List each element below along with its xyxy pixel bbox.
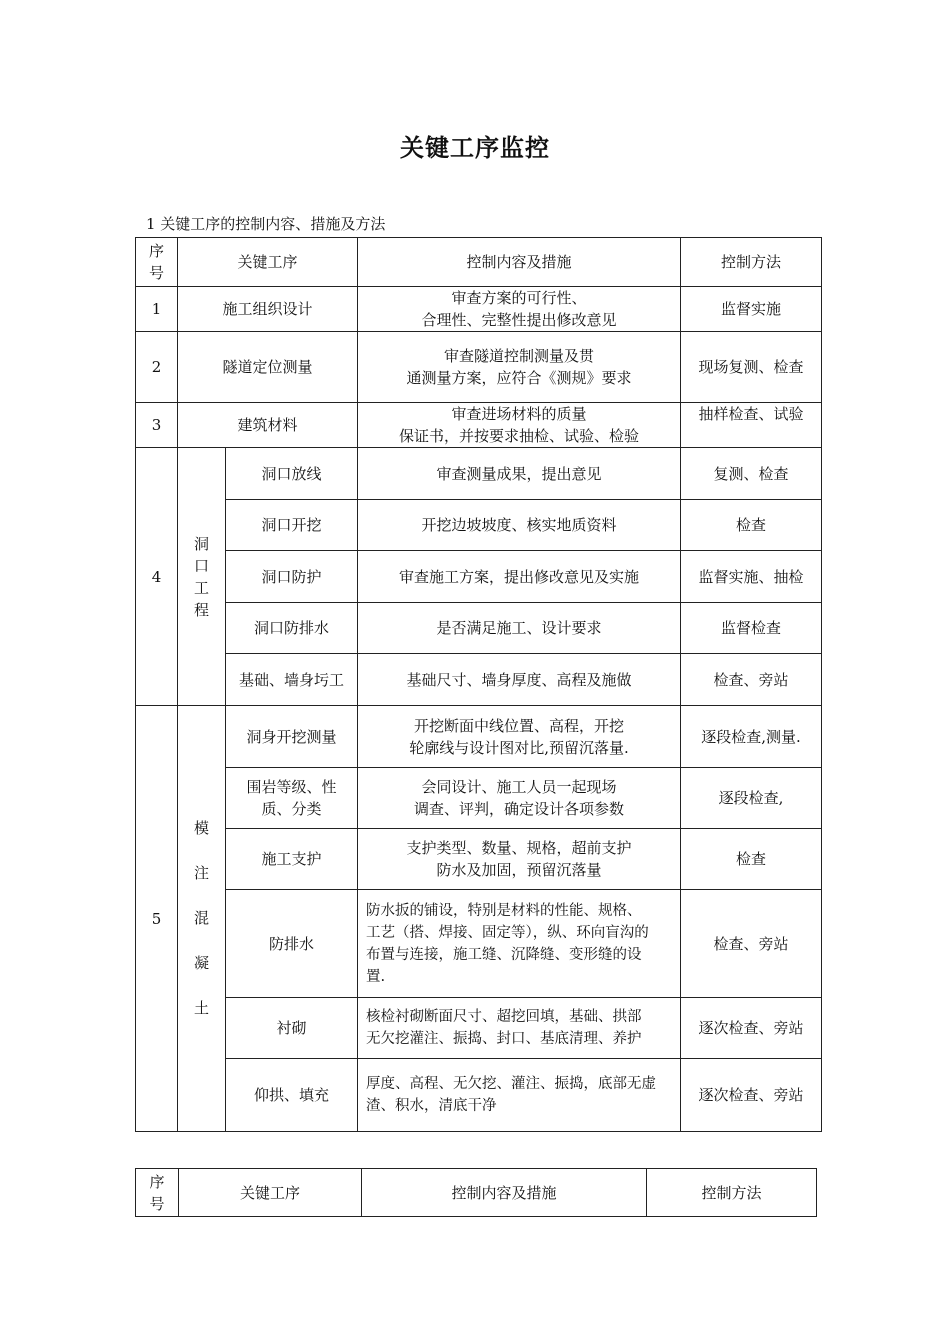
row-process: 围岩等级、性 质、分类 <box>226 768 358 829</box>
table-row <box>136 1059 822 1132</box>
row-content: 审查进场材料的质量 保证书，并按要求抽检、试验、检验 <box>358 403 681 448</box>
group-seq: 4 <box>136 448 178 706</box>
row-method: 检查 <box>681 829 822 890</box>
table-row <box>136 332 822 403</box>
row-method: 逐次检查、旁站 <box>681 1059 822 1132</box>
row-content: 基础尺寸、墙身厚度、高程及施做 <box>358 654 681 706</box>
process-control-table-continued <box>135 1168 817 1217</box>
table-row <box>136 654 822 706</box>
table-row <box>136 403 822 448</box>
table-row <box>136 500 822 551</box>
header-content: 控制内容及措施 <box>362 1169 647 1217</box>
row-method: 逐次检查、旁站 <box>681 998 822 1059</box>
header-method: 控制方法 <box>681 238 822 287</box>
header-content: 控制内容及措施 <box>358 238 681 287</box>
row-method: 检查、旁站 <box>681 890 822 998</box>
row-content: 审查方案的可行性、 合理性、完整性提出修改意见 <box>358 287 681 332</box>
row-process: 洞口防护 <box>226 551 358 603</box>
row-method: 复测、检查 <box>681 448 822 500</box>
header-method: 控制方法 <box>647 1169 817 1217</box>
table-header-row <box>136 1169 817 1217</box>
row-method: 抽样检查、试验 <box>681 403 822 448</box>
table-header-row <box>136 238 822 287</box>
row-content: 是否满足施工、设计要求 <box>358 603 681 654</box>
row-process: 施工组织设计 <box>178 287 358 332</box>
table-row <box>136 829 822 890</box>
table-row <box>136 890 822 998</box>
row-process: 基础、墙身圬工 <box>226 654 358 706</box>
row-process: 衬砌 <box>226 998 358 1059</box>
row-method: 逐段检查,测量. <box>681 706 822 768</box>
row-process: 洞口防排水 <box>226 603 358 654</box>
header-process: 关键工序 <box>179 1169 362 1217</box>
header-seq: 序 号 <box>136 1169 179 1217</box>
table-row <box>136 551 822 603</box>
row-method: 检查 <box>681 500 822 551</box>
section-heading: 1 关键工序的控制内容、措施及方法 <box>146 215 386 233</box>
table-row <box>136 706 822 768</box>
row-method: 监督实施 <box>681 287 822 332</box>
row-content: 厚度、高程、无欠挖、灌注、振捣，底部无虚 渣、积水，清底干净 <box>358 1059 681 1132</box>
row-seq: 3 <box>136 403 178 448</box>
table-row <box>136 998 822 1059</box>
row-content: 审查测量成果，提出意见 <box>358 448 681 500</box>
row-content: 审查施工方案，提出修改意见及实施 <box>358 551 681 603</box>
group-label: 模 注 混 凝 土 <box>178 706 226 1132</box>
row-process: 建筑材料 <box>178 403 358 448</box>
header-process: 关键工序 <box>178 238 358 287</box>
row-method: 监督检查 <box>681 603 822 654</box>
row-content: 开挖断面中线位置、高程，开挖 轮廓线与设计图对比,预留沉落量. <box>358 706 681 768</box>
process-control-table <box>135 237 822 1132</box>
row-process: 防排水 <box>226 890 358 998</box>
row-method: 检查、旁站 <box>681 654 822 706</box>
row-content: 开挖边坡坡度、核实地质资料 <box>358 500 681 551</box>
row-process: 洞口放线 <box>226 448 358 500</box>
row-process: 洞身开挖测量 <box>226 706 358 768</box>
row-content: 核检衬砌断面尺寸、超挖回填，基础、拱部 无欠挖灌注、振捣、封口、基底清理、养护 <box>358 998 681 1059</box>
table-row <box>136 603 822 654</box>
page-title: 关键工序监控 <box>400 133 550 162</box>
row-seq: 1 <box>136 287 178 332</box>
table-row <box>136 768 822 829</box>
row-process: 施工支护 <box>226 829 358 890</box>
group-seq: 5 <box>136 706 178 1132</box>
table-row <box>136 448 822 500</box>
row-content: 防水扳的铺设，特别是材料的性能、规格、 工艺（搭、焊接、固定等），纵、环向盲沟的 布置与连接，施工缝、沉降缝、变形缝的设 置. <box>358 890 681 998</box>
row-content: 审查隧道控制测量及贯 通测量方案，应符合《测规》要求 <box>358 332 681 403</box>
header-seq: 序 号 <box>136 238 178 287</box>
row-method: 监督实施、抽检 <box>681 551 822 603</box>
row-process: 隧道定位测量 <box>178 332 358 403</box>
row-method: 逐段检查, <box>681 768 822 829</box>
row-seq: 2 <box>136 332 178 403</box>
row-method: 现场复测、检查 <box>681 332 822 403</box>
table-row <box>136 287 822 332</box>
row-content: 支护类型、数量、规格，超前支护 防水及加固，预留沉落量 <box>358 829 681 890</box>
row-process: 仰拱、填充 <box>226 1059 358 1132</box>
group-label: 洞 口 工 程 <box>178 448 226 706</box>
row-content: 会同设计、施工人员一起现场 调查、评判，确定设计各项参数 <box>358 768 681 829</box>
row-process: 洞口开挖 <box>226 500 358 551</box>
